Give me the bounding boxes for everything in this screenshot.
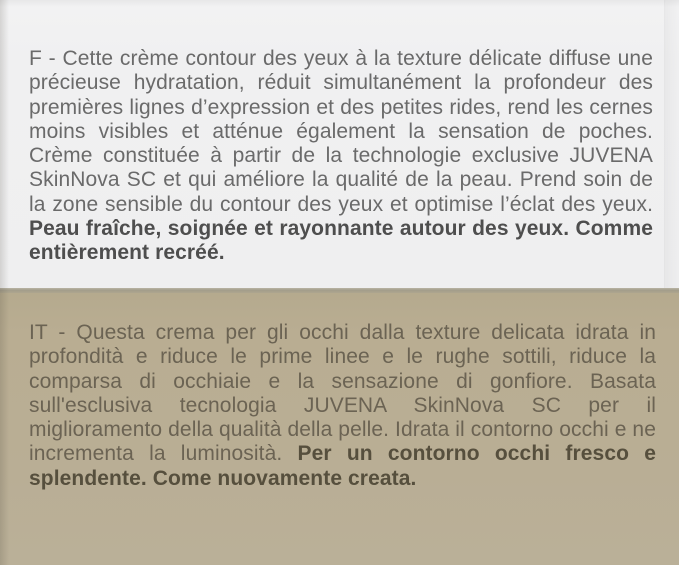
italian-paragraph-body: IT - Questa crema per gli occhi dalla texture delicata idrata in profondità e riduce le prime linee e le rughe sottili, riduce la comparsa di occhiaie e la sensazione di gonfiore. Basata sull'esclusiva tecnologia JUVENA SkinNova SC per il miglioramento della qualità della pelle. Idrata il contorno occhi e ne incrementa la luminosità. <box>29 321 656 466</box>
french-paragraph <box>0 0 679 266</box>
french-paragraph-body: F - Cette crème contour des yeux à la texture délicate diffuse une précieuse hydratation, réduit simultanément la profondeur des premières lignes d’expression et des petites rides, rend les cernes moins visibles et atténue également la sensation de poches. Crème constituée à partir de la technologie exclusive JUVENA SkinNova SC et qui améliore la qualité de la peau. Prend soin de la zone sensible du contour des yeux et optimise l’éclat des yeux. <box>29 47 653 216</box>
italian-text-panel <box>0 293 679 565</box>
italian-paragraph <box>0 293 679 491</box>
italian-paragraph-claim: Per un contorno occhi fresco e splendente. Come nuovamente creata. <box>29 442 656 490</box>
french-paragraph-claim: Peau fraîche, soignée et rayonnante autour des yeux. Comme entièrement recréé. <box>29 217 653 265</box>
